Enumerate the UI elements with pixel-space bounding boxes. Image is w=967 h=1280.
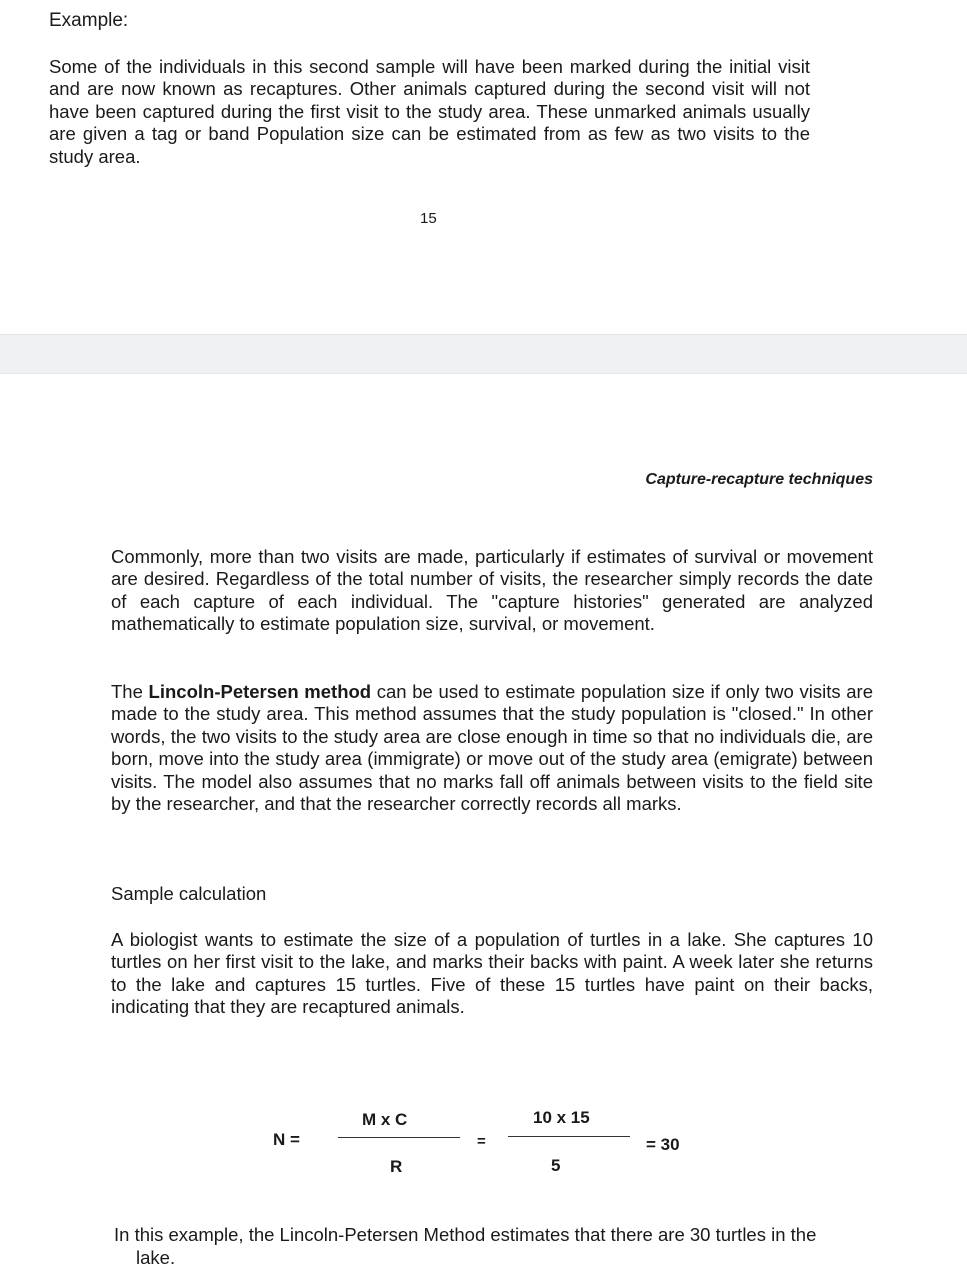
conclusion-line-1: In this example, the Lincoln-Petersen Method estimates that there are 30 turtles in the [114, 1224, 817, 1245]
formula-denominator-numeric: 5 [551, 1156, 561, 1175]
paragraph-lincoln-petersen [111, 681, 873, 815]
fraction-bar-numeric [508, 1136, 630, 1137]
page-number: 15 [420, 210, 437, 227]
example-heading: Example: [49, 10, 129, 31]
paragraph-prefix: The [111, 681, 149, 702]
paragraph-capture-histories: Commonly, more than two visits are made, particularly if estimates of survival or movement are desired. Regardless of the total number of visits, the researcher simply records the date of each capture of each individual. The "capture histories" generated are analyzed mathematically to estimate population size, survival, or movement. [111, 546, 873, 635]
paragraph-turtle-example: A biologist wants to estimate the size of a population of turtles in a lake. She captures 10 turtles on her first visit to the lake, and marks their backs with paint. A week later she returns to the lake and captures 15 turtles. Five of these 15 turtles have paint on their backs, indicating that they are recaptured animals. [111, 929, 873, 1018]
formula-numerator-symbolic: M x C [362, 1110, 408, 1129]
formula-result: = 30 [646, 1135, 680, 1154]
conclusion-paragraph [114, 1223, 874, 1269]
lincoln-petersen-term: Lincoln-Petersen method [148, 681, 372, 702]
page-separator [0, 334, 967, 374]
document-page-top [0, 0, 967, 334]
example-paragraph: Some of the individuals in this second sample will have been marked during the initial visit and are now known as recaptures. Other animals captured during the second visit will not have been captured during the first visit to the study area. These unmarked animals usually are given a tag or band Population size can be estimated from as few as two visits to the study area. [49, 56, 810, 167]
running-header: Capture-recapture techniques [645, 471, 873, 488]
formula-denominator-symbolic: R [390, 1157, 403, 1176]
sample-calculation-heading: Sample calculation [111, 883, 267, 904]
conclusion-line-2: lake. [136, 1247, 176, 1268]
formula-numerator-numeric: 10 x 15 [533, 1108, 590, 1127]
document-page-bottom [0, 374, 967, 1280]
paragraph-body: can be used to estimate population size if only two visits are made to the study area. This method assumes that the study population is "closed." In other words, the two visits to the study area are close enough in time so that no individuals die, are born, move into the study area (immigrate) or move out of the study area (emigrate) between visits. The model also assumes that no marks fall off animals between visits to the field site by the researcher, and that the researcher correctly records all marks. [111, 681, 874, 815]
formula-lhs: N = [273, 1130, 300, 1149]
formula-equals: = [477, 1133, 486, 1150]
fraction-bar-symbolic [338, 1137, 460, 1138]
